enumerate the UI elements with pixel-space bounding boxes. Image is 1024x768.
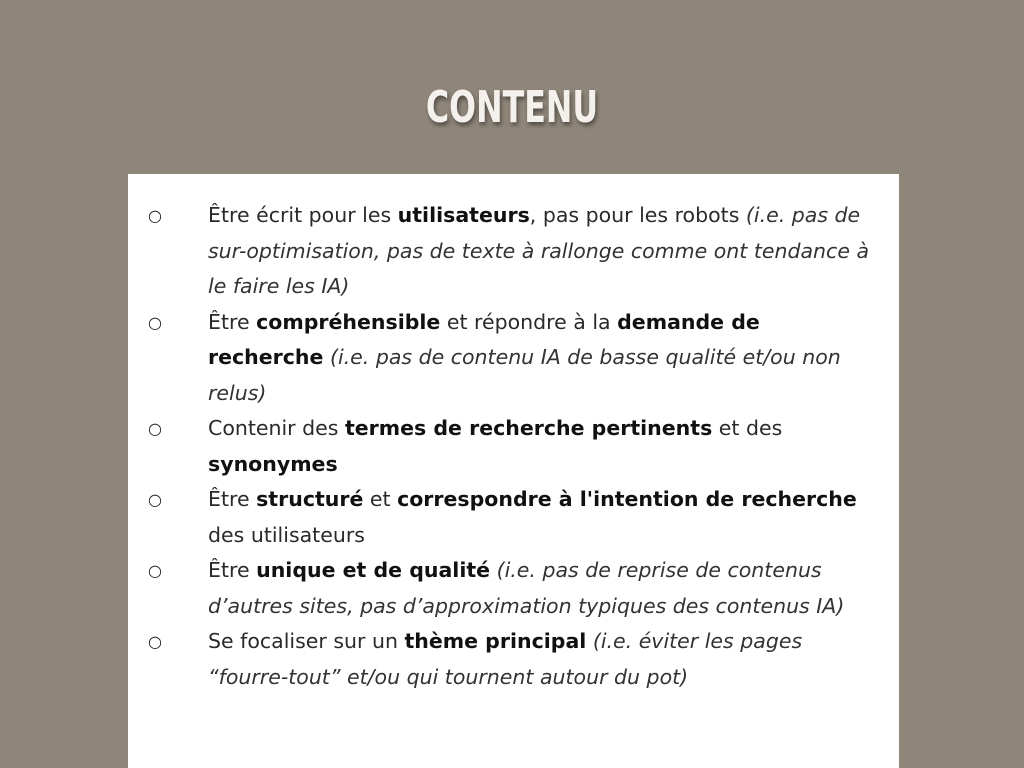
body-text: Contenir des — [208, 416, 345, 440]
body-text: Être — [208, 309, 257, 334]
content-panel — [128, 174, 899, 768]
list-item — [128, 624, 899, 695]
bullet-circle-icon: ○ — [148, 490, 162, 509]
bold-text: unique et de qualité — [256, 558, 491, 582]
bullet-circle-icon: ○ — [148, 561, 162, 580]
body-text: des utilisateurs — [208, 522, 365, 547]
bullet-circle-icon: ○ — [148, 419, 162, 438]
body-text: Être — [208, 558, 257, 582]
slide-title: CONTENU — [425, 82, 599, 133]
bold-text: thème principal — [404, 629, 587, 653]
bullet-list — [128, 198, 899, 695]
bold-text: utilisateurs — [397, 203, 530, 227]
bold-text: demande de recherche — [208, 309, 760, 369]
list-item — [128, 198, 899, 305]
body-text: et répondre à la — [440, 309, 618, 334]
bullet-circle-icon: ○ — [148, 206, 162, 225]
list-item — [128, 482, 899, 553]
body-text: Être — [208, 487, 257, 511]
italic-text: (i.e. pas de contenu IA de basse qualité et/ou non relus) — [208, 345, 841, 405]
body-text: et — [363, 487, 398, 511]
bullet-circle-icon: ○ — [148, 312, 162, 332]
list-item — [128, 305, 899, 412]
bold-text: termes de recherche pertinents — [344, 416, 713, 440]
bold-text: compréhensible — [256, 309, 441, 334]
body-text: , pas pour les robots — [529, 203, 746, 227]
italic-text: (i.e. éviter les pages “fourre-tout” et/ou qui tournent autour du pot) — [208, 629, 803, 689]
body-text: Être écrit pour les — [208, 203, 398, 227]
list-item — [128, 411, 899, 482]
body-text: et des — [712, 416, 783, 440]
italic-text: (i.e. pas de sur-optimisation, pas de texte à rallonge comme ont tendance à le faire les IA) — [208, 203, 870, 298]
bold-text: synonymes — [208, 451, 338, 476]
italic-text: (i.e. pas de reprise de contenus d’autres sites, pas d’approximation typiques des contenus IA) — [208, 558, 845, 618]
list-item — [128, 553, 899, 624]
bullet-circle-icon: ○ — [148, 632, 162, 651]
bold-text: correspondre à l'intention de recherche — [397, 487, 857, 511]
body-text: Se focaliser sur un — [208, 629, 405, 653]
bold-text: structuré — [256, 487, 364, 511]
